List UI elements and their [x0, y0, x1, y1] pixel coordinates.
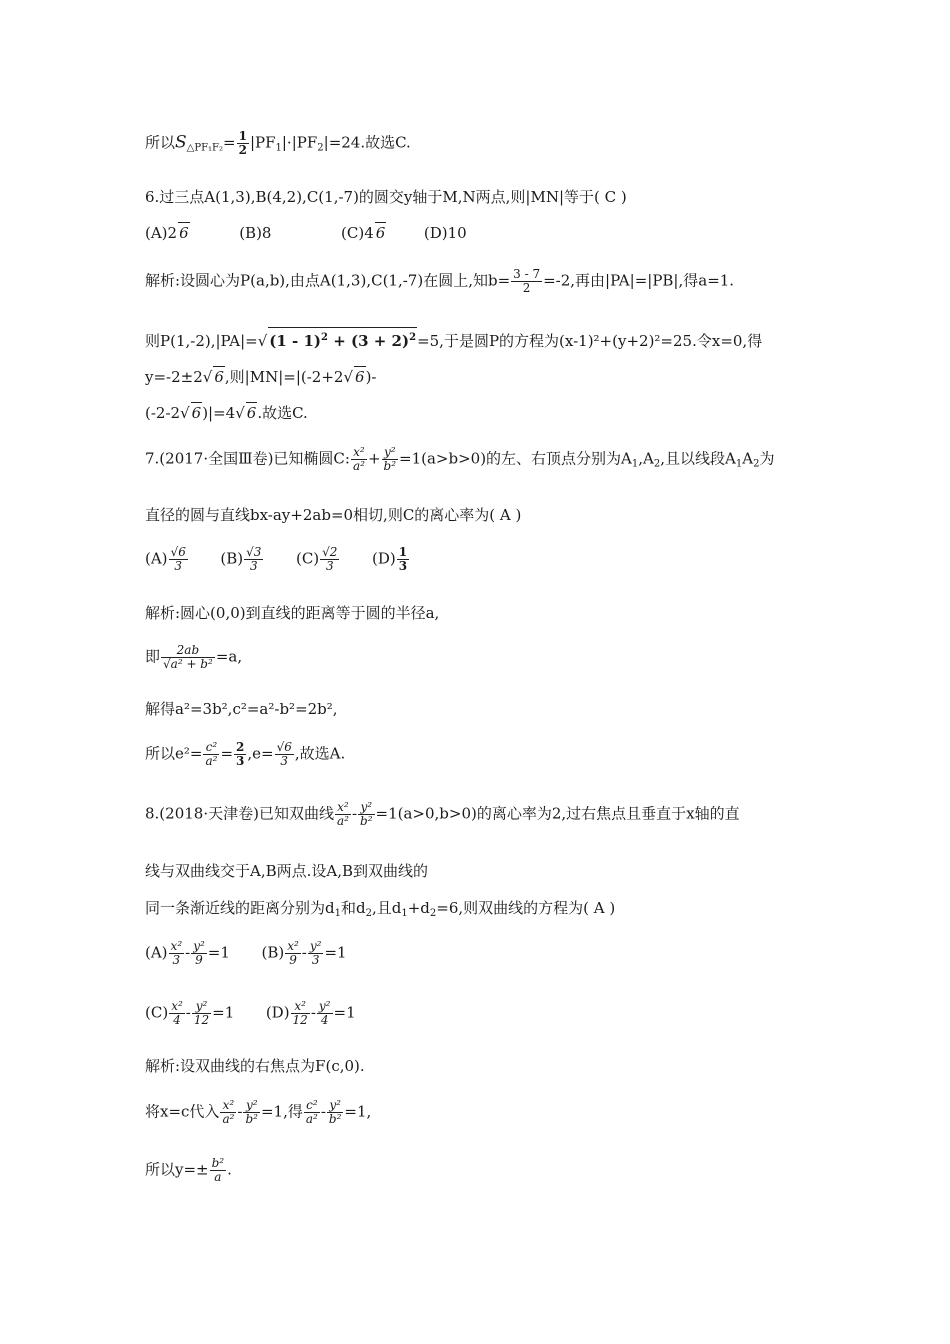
option-d: (D): [372, 549, 396, 568]
text: .故选C.: [257, 404, 308, 422]
option-b: (B): [220, 549, 244, 568]
text: |·|PF: [281, 133, 318, 152]
text: =-2,再由|PA|=|PB|,得a=1.: [543, 271, 735, 290]
solution-line: y=-2±2√ 6,则|MN|=|(-2+2√ 6)-: [145, 368, 377, 386]
text: 为: [759, 449, 775, 468]
text: 将x=c代入: [145, 1102, 220, 1121]
question-8: 8.(2018·天津卷)已知双曲线 $\frac{\text{x²}}{\text{a²}}$ - $\frac{\text{y²}}{\text{b²}}$ =1(a>0,b>0)的离心率为2,过右焦点且垂直于x轴的直: [145, 800, 740, 828]
fraction: $\frac{\text{y²}}{\text{b²}}$: [383, 445, 397, 473]
options-row: (A) $\frac{\text{x²}}{3}$ - $\frac{\text{y²}}{9}$ =1 (B) $\frac{\text{x²}}{9}$ - $\frac{\text{y²}}{3}$ =1: [145, 939, 347, 967]
text: +d: [407, 899, 430, 917]
text: =5,于是圆P的方程为(x-1)²+(y+2)²=25.令x=0,得: [417, 332, 763, 350]
text: =1,得: [260, 1102, 303, 1121]
text: y=-2±2: [145, 368, 203, 386]
option-d: (D)10: [423, 224, 467, 242]
option-b: (B)8: [239, 224, 272, 242]
solution-line: [145, 268, 734, 295]
option-c: (C)4: [341, 224, 374, 242]
text: )|=4: [202, 404, 236, 422]
text: 则P(1,-2),|PA|=: [145, 332, 258, 350]
option-c: (C): [295, 549, 320, 568]
question-text: 同一条渐近线的距离分别为$d_1$和$d_2$,且$d_1+d_2=6$,则双曲线的方程为( A ): [145, 899, 616, 919]
text: ,e=: [247, 744, 274, 763]
text: 8.(2018·天津卷)已知双曲线: [145, 804, 334, 823]
text: 和d: [340, 899, 366, 917]
text: =1: [333, 1003, 356, 1022]
text: 解得a²=3b²,c²=a²-b²=2b²,: [145, 700, 338, 718]
text: 所以: [145, 133, 176, 152]
text: =1: [212, 1003, 235, 1022]
question-7: 7.(2017·全国Ⅲ卷)已知椭圆C: $\frac{\text{x²}}{\text{a²}}$ + $\frac{\text{y²}}{\text{b²}}$ =1(a>b>0)的左、右顶点分别为$A_1,A_2$,且以线段$A_1A_2$为: [145, 445, 775, 473]
solution-line: 所以y=± $\frac{\text{b²}}{a}$ .: [145, 1156, 232, 1184]
fraction: $\frac{\text{x²}}{\text{a²}}$: [352, 445, 365, 473]
text: 直径的圆与直线bx-ay+2ab=0相切,则C的离心率为( A ): [145, 506, 522, 524]
fraction: $\frac{1}{2}$: [238, 129, 247, 157]
text: .: [227, 1160, 232, 1179]
fraction: $\frac{2ab}{\text{√a² + b²}}$: [163, 643, 213, 671]
text: ,且d: [371, 899, 402, 917]
text: ,故选A.: [294, 744, 346, 763]
text: 线与双曲线交于A,B两点.设A,B到双曲线的: [145, 862, 429, 880]
text: 7.(2017·全国Ⅲ卷)已知椭圆C:: [145, 449, 350, 468]
text: 解析:设圆心为P(a,b),由点A(1,3),C(1,-7)在圆上,知b=: [145, 271, 511, 290]
text: |=24.故选C.: [323, 133, 411, 152]
solution-line: (-2-2√ 6)|=4√ 6.故选C.: [145, 404, 308, 422]
text: =1,: [344, 1102, 372, 1121]
option-a: (A)2: [145, 224, 178, 242]
question-text: [145, 861, 428, 881]
option-a: (A): [145, 943, 168, 962]
math-symbol: S: [175, 132, 187, 153]
text: =: [220, 744, 234, 763]
option-b: (B): [261, 943, 285, 962]
question-text: [145, 505, 521, 525]
text: +: [367, 449, 381, 468]
text: A: [742, 449, 754, 468]
math-subscript: △PF₁F₂: [186, 142, 223, 154]
text: (-2-2: [145, 404, 181, 422]
solution-line: [145, 644, 242, 671]
fraction: $\frac{3 - 7}{2}$: [513, 267, 541, 295]
options-row: (C) $\frac{\text{x²}}{4}$ - $\frac{\text{y²}}{12}$ =1 (D) $\frac{\text{x²}}{12}$ - $\frac{\text{y²}}{4}$ =1: [145, 999, 356, 1027]
text: ,则|MN|=|(-2+2: [224, 368, 344, 386]
option-a: (A): [145, 549, 168, 568]
text: =1: [324, 943, 347, 962]
solution-line: [145, 699, 338, 719]
question-text: 6.过三点A(1,3),B(4,2),C(1,-7)的圆交y轴于M,N两点,则|MN|等于( C ): [145, 188, 627, 206]
option-c: (C): [145, 1003, 169, 1022]
text: =1(a>b>0)的左、右顶点分别为A: [399, 449, 632, 468]
option-d: (D): [265, 1003, 290, 1022]
text: 解析:设双曲线的右焦点为F(c,0).: [145, 1057, 365, 1075]
text: =: [223, 133, 236, 152]
solution-line: [145, 1056, 365, 1076]
options-row: (A) $\frac{√6}{3}$ (B) $\frac{√3}{3}$ (C) $\frac{√2}{3}$ (D) $\frac{1}{3}$: [145, 545, 408, 573]
text: 同一条渐近线的距离分别为d: [145, 899, 335, 917]
solution-line: 所以e²= $\frac{\text{c²}}{\text{a²}}$ = $\frac{2}{3}$ ,e= $\frac{√6}{3}$ ,故选A.: [145, 740, 346, 768]
text: 所以e²=: [145, 744, 203, 763]
solution-line: 将x=c代入 $\frac{\text{x²}}{\text{a²}}$ - $\frac{\text{y²}}{\text{b²}}$ =1,得 $\frac{\text{c²}}{\text{a²}}$ - $\frac{\text{y²}}{\text{b²}}$ =1,: [145, 1098, 372, 1126]
text: |PF: [249, 133, 276, 152]
text: ,A: [638, 449, 654, 468]
text: =a,: [215, 647, 243, 666]
text: ,且以线段A: [660, 449, 736, 468]
solution-line: [145, 603, 439, 623]
text: =6,则双曲线的方程为( A ): [436, 899, 616, 917]
text: 解析:圆心(0,0)到直线的距离等于圆的半径a,: [145, 604, 440, 622]
text: =1: [207, 943, 230, 962]
text: 即: [145, 647, 161, 666]
options-row: (A)2 6 (B)8 (C)4 6 (D)10: [145, 224, 467, 242]
text: 所以y=±: [145, 1160, 209, 1179]
text: =1(a>0,b>0)的离心率为2,过右焦点且垂直于x轴的直: [375, 804, 740, 823]
solution-line: 则P(1,-2),|PA|=√ $(1 - 1)^2 + (3 + 2)^2=5$,于是圆P的方程为(x-1)²+(y+2)²=25.令x=0,得: [145, 327, 762, 351]
question-6: [145, 187, 627, 207]
text: -: [351, 804, 358, 823]
text: )-: [365, 368, 377, 386]
text-line: 所以$S_{\triangle PF_1F_2}=$ $\frac{1}{2}$ $|PF_1|\cdot|PF_2|=24$.故选C.: [145, 129, 411, 157]
